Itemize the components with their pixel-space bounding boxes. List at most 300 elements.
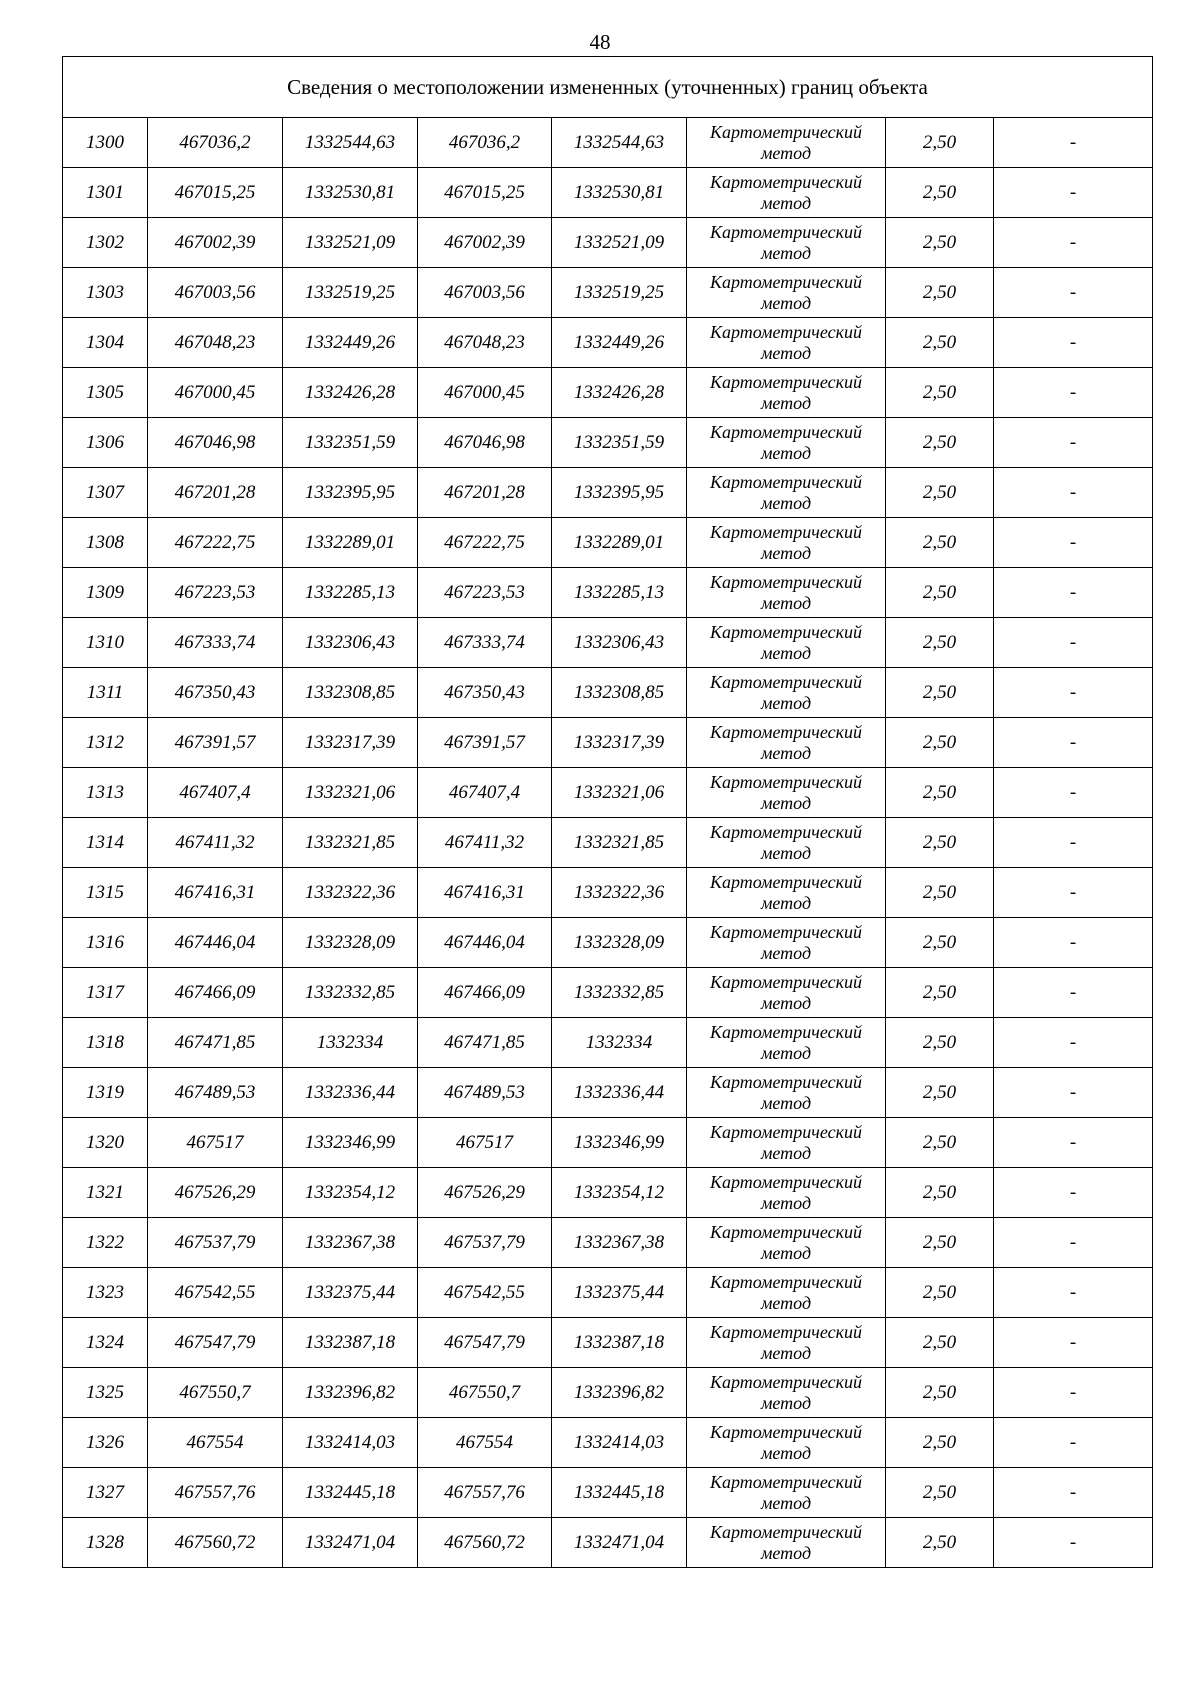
method-line: Картометрический <box>709 321 862 342</box>
note-cell: - <box>994 568 1153 618</box>
accuracy-cell: 2,50 <box>886 318 994 368</box>
y-refined-cell: 1332322,36 <box>552 868 687 918</box>
point-number-cell: 1319 <box>63 1068 148 1118</box>
y-refined-cell: 1332471,04 <box>552 1518 687 1568</box>
y-existing-cell: 1332321,06 <box>283 768 418 818</box>
note-cell: - <box>994 318 1153 368</box>
accuracy-cell: 2,50 <box>886 1318 994 1368</box>
method-cell <box>687 768 886 818</box>
method-cell <box>687 1318 886 1368</box>
accuracy-cell: 2,50 <box>886 1168 994 1218</box>
accuracy-cell: 2,50 <box>886 768 994 818</box>
x-existing-cell: 467223,53 <box>148 568 283 618</box>
y-refined-cell: 1332321,85 <box>552 818 687 868</box>
point-number-cell: 1304 <box>63 318 148 368</box>
note-cell: - <box>994 1218 1153 1268</box>
y-existing-cell: 1332471,04 <box>283 1518 418 1568</box>
method-line: Картометрический <box>709 1471 862 1492</box>
method-cell <box>687 1068 886 1118</box>
y-existing-cell: 1332351,59 <box>283 418 418 468</box>
point-number-cell: 1300 <box>63 118 148 168</box>
x-refined-cell: 467517 <box>418 1118 552 1168</box>
x-refined-cell: 467407,4 <box>418 768 552 818</box>
x-existing-cell: 467560,72 <box>148 1518 283 1568</box>
method-cell <box>687 118 886 168</box>
note-cell: - <box>994 368 1153 418</box>
y-existing-cell: 1332336,44 <box>283 1068 418 1118</box>
method-line: метод <box>760 1192 812 1213</box>
note-cell: - <box>994 518 1153 568</box>
point-number-cell: 1310 <box>63 618 148 668</box>
method-line: Картометрический <box>709 521 862 542</box>
table-row <box>63 268 1153 318</box>
method-cell <box>687 318 886 368</box>
page-number: 48 <box>589 30 611 54</box>
point-number-cell: 1317 <box>63 968 148 1018</box>
method-cell <box>687 1118 886 1168</box>
y-existing-cell: 1332328,09 <box>283 918 418 968</box>
method-line: метод <box>760 1342 812 1363</box>
table-row <box>63 518 1153 568</box>
point-number-cell: 1312 <box>63 718 148 768</box>
x-refined-cell: 467046,98 <box>418 418 552 468</box>
point-number-cell: 1318 <box>63 1018 148 1068</box>
y-refined-cell: 1332445,18 <box>552 1468 687 1518</box>
point-number-cell: 1327 <box>63 1468 148 1518</box>
method-line: Картометрический <box>709 1021 862 1042</box>
method-cell <box>687 668 886 718</box>
y-refined-cell: 1332396,82 <box>552 1368 687 1418</box>
x-refined-cell: 467560,72 <box>418 1518 552 1568</box>
point-number-cell: 1325 <box>63 1368 148 1418</box>
note-cell: - <box>994 618 1153 668</box>
accuracy-cell: 2,50 <box>886 418 994 468</box>
table-row <box>63 1368 1153 1418</box>
note-cell: - <box>994 1518 1153 1568</box>
y-refined-cell: 1332285,13 <box>552 568 687 618</box>
method-cell <box>687 418 886 468</box>
method-cell <box>687 1218 886 1268</box>
x-existing-cell: 467036,2 <box>148 118 283 168</box>
x-existing-cell: 467000,45 <box>148 368 283 418</box>
x-existing-cell: 467517 <box>148 1118 283 1168</box>
method-cell <box>687 1168 886 1218</box>
accuracy-cell: 2,50 <box>886 1068 994 1118</box>
x-refined-cell: 467201,28 <box>418 468 552 518</box>
method-line: метод <box>760 892 812 913</box>
y-refined-cell: 1332426,28 <box>552 368 687 418</box>
x-refined-cell: 467333,74 <box>418 618 552 668</box>
x-existing-cell: 467489,53 <box>148 1068 283 1118</box>
x-existing-cell: 467350,43 <box>148 668 283 718</box>
y-existing-cell: 1332426,28 <box>283 368 418 418</box>
method-cell <box>687 1468 886 1518</box>
accuracy-cell: 2,50 <box>886 1118 994 1168</box>
method-line: Картометрический <box>709 1221 862 1242</box>
method-line: метод <box>760 142 812 163</box>
y-refined-cell: 1332375,44 <box>552 1268 687 1318</box>
method-line: метод <box>760 392 812 413</box>
method-cell <box>687 1368 886 1418</box>
y-existing-cell: 1332395,95 <box>283 468 418 518</box>
x-refined-cell: 467446,04 <box>418 918 552 968</box>
table-row <box>63 768 1153 818</box>
y-existing-cell: 1332445,18 <box>283 1468 418 1518</box>
y-existing-cell: 1332519,25 <box>283 268 418 318</box>
y-existing-cell: 1332521,09 <box>283 218 418 268</box>
table-row <box>63 318 1153 368</box>
y-refined-cell: 1332395,95 <box>552 468 687 518</box>
y-existing-cell: 1332354,12 <box>283 1168 418 1218</box>
point-number-cell: 1313 <box>63 768 148 818</box>
x-existing-cell: 467526,29 <box>148 1168 283 1218</box>
table-row <box>63 1068 1153 1118</box>
x-refined-cell: 467223,53 <box>418 568 552 618</box>
table-row <box>63 718 1153 768</box>
y-refined-cell: 1332332,85 <box>552 968 687 1018</box>
note-cell: - <box>994 168 1153 218</box>
method-line: Картометрический <box>709 1121 862 1142</box>
table-row <box>63 118 1153 168</box>
x-existing-cell: 467547,79 <box>148 1318 283 1368</box>
y-refined-cell: 1332544,63 <box>552 118 687 168</box>
method-cell <box>687 1518 886 1568</box>
x-refined-cell: 467222,75 <box>418 518 552 568</box>
x-refined-cell: 467554 <box>418 1418 552 1468</box>
x-existing-cell: 467222,75 <box>148 518 283 568</box>
y-refined-cell: 1332367,38 <box>552 1218 687 1268</box>
method-line: метод <box>760 192 812 213</box>
x-refined-cell: 467526,29 <box>418 1168 552 1218</box>
x-existing-cell: 467446,04 <box>148 918 283 968</box>
note-cell: - <box>994 1418 1153 1468</box>
point-number-cell: 1307 <box>63 468 148 518</box>
x-refined-cell: 467557,76 <box>418 1468 552 1518</box>
y-refined-cell: 1332519,25 <box>552 268 687 318</box>
y-refined-cell: 1332328,09 <box>552 918 687 968</box>
table-row <box>63 1118 1153 1168</box>
table-row <box>63 1218 1153 1268</box>
note-cell: - <box>994 1368 1153 1418</box>
method-cell <box>687 1268 886 1318</box>
note-cell: - <box>994 918 1153 968</box>
method-line: Картометрический <box>709 221 862 242</box>
accuracy-cell: 2,50 <box>886 1418 994 1468</box>
method-line: Картометрический <box>709 921 862 942</box>
accuracy-cell: 2,50 <box>886 718 994 768</box>
y-refined-cell: 1332530,81 <box>552 168 687 218</box>
x-existing-cell: 467407,4 <box>148 768 283 818</box>
x-existing-cell: 467046,98 <box>148 418 283 468</box>
note-cell: - <box>994 418 1153 468</box>
method-line: Картометрический <box>709 121 862 142</box>
point-number-cell: 1323 <box>63 1268 148 1318</box>
point-number-cell: 1303 <box>63 268 148 318</box>
table-row <box>63 1168 1153 1218</box>
point-number-cell: 1315 <box>63 868 148 918</box>
x-refined-cell: 467466,09 <box>418 968 552 1018</box>
table-body <box>63 57 1153 1568</box>
table-row <box>63 1268 1153 1318</box>
note-cell: - <box>994 968 1153 1018</box>
accuracy-cell: 2,50 <box>886 618 994 668</box>
method-line: метод <box>760 492 812 513</box>
note-cell: - <box>994 1318 1153 1368</box>
x-existing-cell: 467542,55 <box>148 1268 283 1318</box>
method-cell <box>687 968 886 1018</box>
method-line: Картометрический <box>709 1071 862 1092</box>
y-existing-cell: 1332414,03 <box>283 1418 418 1468</box>
table-row <box>63 668 1153 718</box>
method-line: Картометрический <box>709 571 862 592</box>
method-cell <box>687 518 886 568</box>
x-existing-cell: 467015,25 <box>148 168 283 218</box>
accuracy-cell: 2,50 <box>886 568 994 618</box>
method-cell <box>687 1018 886 1068</box>
x-existing-cell: 467391,57 <box>148 718 283 768</box>
table-row <box>63 1018 1153 1068</box>
table-row <box>63 468 1153 518</box>
y-existing-cell: 1332289,01 <box>283 518 418 568</box>
y-existing-cell: 1332332,85 <box>283 968 418 1018</box>
method-cell <box>687 268 886 318</box>
accuracy-cell: 2,50 <box>886 468 994 518</box>
point-number-cell: 1305 <box>63 368 148 418</box>
y-existing-cell: 1332306,43 <box>283 618 418 668</box>
x-refined-cell: 467002,39 <box>418 218 552 268</box>
x-refined-cell: 467048,23 <box>418 318 552 368</box>
y-refined-cell: 1332354,12 <box>552 1168 687 1218</box>
note-cell: - <box>994 768 1153 818</box>
point-number-cell: 1316 <box>63 918 148 968</box>
point-number-cell: 1321 <box>63 1168 148 1218</box>
point-number-cell: 1308 <box>63 518 148 568</box>
accuracy-cell: 2,50 <box>886 368 994 418</box>
method-line: метод <box>760 1142 812 1163</box>
method-line: Картометрический <box>709 771 862 792</box>
method-line: Картометрический <box>709 621 862 642</box>
point-number-cell: 1320 <box>63 1118 148 1168</box>
method-cell <box>687 868 886 918</box>
accuracy-cell: 2,50 <box>886 818 994 868</box>
method-line: метод <box>760 642 812 663</box>
method-line: метод <box>760 442 812 463</box>
x-existing-cell: 467471,85 <box>148 1018 283 1068</box>
y-refined-cell: 1332317,39 <box>552 718 687 768</box>
x-refined-cell: 467015,25 <box>418 168 552 218</box>
x-existing-cell: 467537,79 <box>148 1218 283 1268</box>
note-cell: - <box>994 468 1153 518</box>
y-refined-cell: 1332308,85 <box>552 668 687 718</box>
method-line: Картометрический <box>709 971 862 992</box>
table-row <box>63 1468 1153 1518</box>
method-line: метод <box>760 992 812 1013</box>
y-refined-cell: 1332414,03 <box>552 1418 687 1468</box>
accuracy-cell: 2,50 <box>886 1268 994 1318</box>
method-line: метод <box>760 942 812 963</box>
y-existing-cell: 1332317,39 <box>283 718 418 768</box>
point-number-cell: 1324 <box>63 1318 148 1368</box>
table-row <box>63 868 1153 918</box>
method-line: метод <box>760 792 812 813</box>
method-cell <box>687 368 886 418</box>
y-existing-cell: 1332346,99 <box>283 1118 418 1168</box>
method-line: метод <box>760 692 812 713</box>
x-refined-cell: 467550,7 <box>418 1368 552 1418</box>
method-line: метод <box>760 1042 812 1063</box>
method-line: метод <box>760 1542 812 1563</box>
y-refined-cell: 1332334 <box>552 1018 687 1068</box>
note-cell: - <box>994 1268 1153 1318</box>
method-line: Картометрический <box>709 171 862 192</box>
x-existing-cell: 467003,56 <box>148 268 283 318</box>
boundary-coordinates-table <box>62 56 1153 1568</box>
method-cell <box>687 568 886 618</box>
method-cell <box>687 468 886 518</box>
accuracy-cell: 2,50 <box>886 1218 994 1268</box>
x-refined-cell: 467537,79 <box>418 1218 552 1268</box>
y-existing-cell: 1332387,18 <box>283 1318 418 1368</box>
note-cell: - <box>994 1068 1153 1118</box>
method-line: метод <box>760 592 812 613</box>
method-line: Картометрический <box>709 1371 862 1392</box>
method-line: Картометрический <box>709 871 862 892</box>
accuracy-cell: 2,50 <box>886 518 994 568</box>
x-refined-cell: 467036,2 <box>418 118 552 168</box>
x-refined-cell: 467489,53 <box>418 1068 552 1118</box>
x-refined-cell: 467391,57 <box>418 718 552 768</box>
method-line: Картометрический <box>709 821 862 842</box>
method-cell <box>687 1418 886 1468</box>
y-refined-cell: 1332521,09 <box>552 218 687 268</box>
x-existing-cell: 467411,32 <box>148 818 283 868</box>
accuracy-cell: 2,50 <box>886 1368 994 1418</box>
x-existing-cell: 467416,31 <box>148 868 283 918</box>
table-row <box>63 1418 1153 1468</box>
x-refined-cell: 467416,31 <box>418 868 552 918</box>
y-existing-cell: 1332308,85 <box>283 668 418 718</box>
y-existing-cell: 1332375,44 <box>283 1268 418 1318</box>
method-line: метод <box>760 342 812 363</box>
method-line: Картометрический <box>709 1321 862 1342</box>
y-existing-cell: 1332321,85 <box>283 818 418 868</box>
method-line: Картометрический <box>709 471 862 492</box>
note-cell: - <box>994 218 1153 268</box>
method-line: Картометрический <box>709 421 862 442</box>
method-line: Картометрический <box>709 371 862 392</box>
y-refined-cell: 1332346,99 <box>552 1118 687 1168</box>
table-row <box>63 418 1153 468</box>
method-cell <box>687 218 886 268</box>
accuracy-cell: 2,50 <box>886 868 994 918</box>
note-cell: - <box>994 118 1153 168</box>
table-row <box>63 818 1153 868</box>
method-line: метод <box>760 1292 812 1313</box>
method-cell <box>687 168 886 218</box>
point-number-cell: 1322 <box>63 1218 148 1268</box>
accuracy-cell: 2,50 <box>886 668 994 718</box>
y-refined-cell: 1332351,59 <box>552 418 687 468</box>
note-cell: - <box>994 268 1153 318</box>
point-number-cell: 1302 <box>63 218 148 268</box>
table-caption-row <box>63 57 1153 118</box>
method-line: Картометрический <box>709 721 862 742</box>
y-refined-cell: 1332387,18 <box>552 1318 687 1368</box>
table-row <box>63 218 1153 268</box>
table-row <box>63 618 1153 668</box>
point-number-cell: 1328 <box>63 1518 148 1568</box>
y-existing-cell: 1332449,26 <box>283 318 418 368</box>
y-refined-cell: 1332449,26 <box>552 318 687 368</box>
method-line: метод <box>760 292 812 313</box>
table-row <box>63 1518 1153 1568</box>
note-cell: - <box>994 1168 1153 1218</box>
y-existing-cell: 1332322,36 <box>283 868 418 918</box>
note-cell: - <box>994 1018 1153 1068</box>
method-line: метод <box>760 242 812 263</box>
x-existing-cell: 467466,09 <box>148 968 283 1018</box>
method-cell <box>687 918 886 968</box>
x-existing-cell: 467201,28 <box>148 468 283 518</box>
y-existing-cell: 1332367,38 <box>283 1218 418 1268</box>
x-existing-cell: 467002,39 <box>148 218 283 268</box>
point-number-cell: 1311 <box>63 668 148 718</box>
method-line: метод <box>760 542 812 563</box>
method-line: метод <box>760 842 812 863</box>
x-existing-cell: 467048,23 <box>148 318 283 368</box>
method-cell <box>687 718 886 768</box>
accuracy-cell: 2,50 <box>886 268 994 318</box>
y-refined-cell: 1332321,06 <box>552 768 687 818</box>
point-number-cell: 1314 <box>63 818 148 868</box>
note-cell: - <box>994 868 1153 918</box>
y-existing-cell: 1332530,81 <box>283 168 418 218</box>
table-row <box>63 168 1153 218</box>
x-refined-cell: 467350,43 <box>418 668 552 718</box>
table-row <box>63 568 1153 618</box>
point-number-cell: 1306 <box>63 418 148 468</box>
note-cell: - <box>994 1118 1153 1168</box>
x-existing-cell: 467550,7 <box>148 1368 283 1418</box>
method-line: Картометрический <box>709 671 862 692</box>
accuracy-cell: 2,50 <box>886 1018 994 1068</box>
table-row <box>63 918 1153 968</box>
y-existing-cell: 1332285,13 <box>283 568 418 618</box>
method-cell <box>687 818 886 868</box>
x-refined-cell: 467542,55 <box>418 1268 552 1318</box>
y-refined-cell: 1332336,44 <box>552 1068 687 1118</box>
x-existing-cell: 467557,76 <box>148 1468 283 1518</box>
method-line: Картометрический <box>709 271 862 292</box>
method-cell <box>687 618 886 668</box>
method-line: метод <box>760 1442 812 1463</box>
method-line: Картометрический <box>709 1271 862 1292</box>
method-line: Картометрический <box>709 1171 862 1192</box>
accuracy-cell: 2,50 <box>886 118 994 168</box>
x-refined-cell: 467411,32 <box>418 818 552 868</box>
table-caption: Сведения о местоположении измененных (уточненных) границ объекта <box>63 57 1153 118</box>
note-cell: - <box>994 1468 1153 1518</box>
note-cell: - <box>994 718 1153 768</box>
point-number-cell: 1301 <box>63 168 148 218</box>
method-line: метод <box>760 1242 812 1263</box>
accuracy-cell: 2,50 <box>886 1468 994 1518</box>
table-row <box>63 368 1153 418</box>
y-existing-cell: 1332544,63 <box>283 118 418 168</box>
accuracy-cell: 2,50 <box>886 1518 994 1568</box>
y-existing-cell: 1332396,82 <box>283 1368 418 1418</box>
point-number-cell: 1326 <box>63 1418 148 1468</box>
